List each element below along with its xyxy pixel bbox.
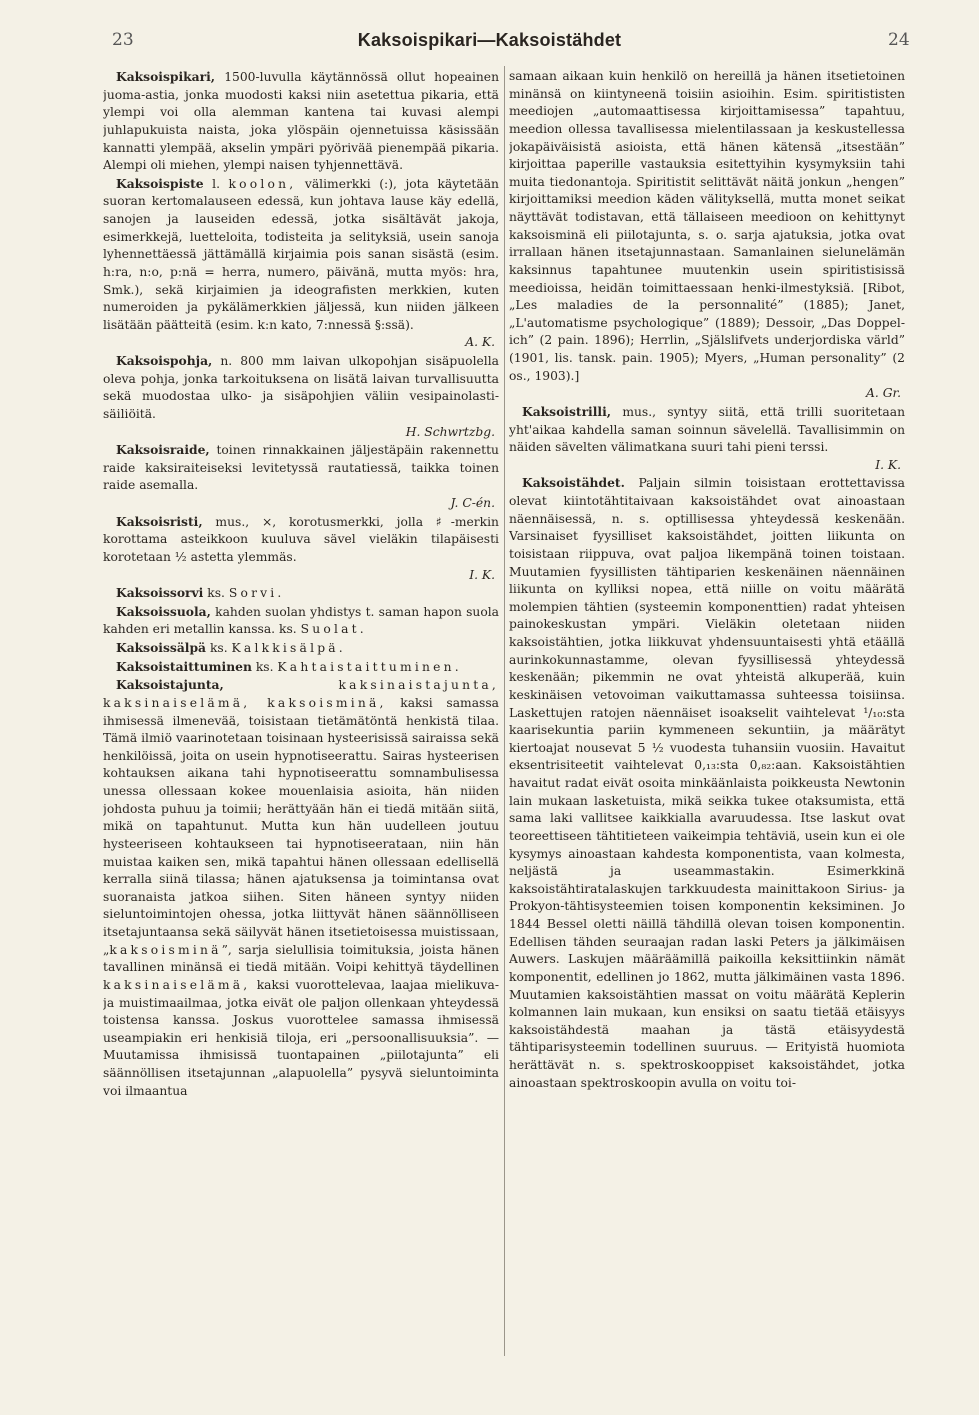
entry-text: kahden suolan yhdistys t. saman hapon suola kahden eri metallin kanssa. ks. [103, 604, 499, 637]
entry-text: kaksi vuorottelevaa, laajaa mielikuva- ja muistimaailmaa, jotka eivät ole paljon ollenkaan yhteydessä toistensa kanssa. Joskus vuorottelee samassa ihmisessä useampiakin eri henkisiä tiloja, eri „persoonallisuuksia”. — Muutamissa ihmisissä tuontapainen „piilotajunta” eli säännöllisen itsetajunnan „alapuolella” pysyvä sieluntoiminta voi ilmaantua [103, 977, 499, 1098]
entry-text: kaksi samassa ihmisessä ilmenevää, toisistaan tietämätöntä henkistä tilaa. Tämä ilmiö vaarinotetaan toisinaan hysteerisissä sairaissa sekä henkilöissä, joita on usein hypnotiseerattu. Sairas hysteerisen kohtauksen aikana tahi hypnotiseerattu somnambulisessa unessa ollessaan kokee mouenlaisia asioita, hän niiden johdosta puhuu ja toimii; herättyään hän ei tiedä mitään siitä, mikä on tapahtunut. Mutta kun hän uudelleen joutuu hysteeriseen kohtaukseen tai hypnotiseerataan, niin hän muistaa kaiken sen, mikä tapahtui hänen ollessaan edellisellä kerralla siinä tilassa; hänen ajatuksensa ja toimintansa ovat suoranaista jatkoa siihen. Siten häneen syntyy niiden sieluntoimintojen ohessa, jotka liittyvät hänen säännölliseen itsetajuntaansa sekä säilyvät hänen itsetietoisessa muistissaan, „ [103, 695, 499, 957]
page-number-left: 23 [112, 30, 134, 50]
left-column [103, 68, 499, 1358]
author-signature: A. K. [465, 335, 495, 350]
abbrev: ks. [255, 659, 274, 674]
author-signature: J. C-én. [450, 496, 495, 510]
author-signature: I. K. [469, 567, 495, 582]
cross-reference: Kahtaistaittuminen. [277, 659, 462, 674]
headword: Kaksoistaittuminen [116, 658, 252, 674]
entry-text: samaan aikaan kuin henkilö on hereillä ja hänen itsetietoinen minänsä on kiintyneenä toisiin asioihin. Esim. spiritististen meediojen „automaattisessa kirjoittamisessa” tapahtuu, meedion ollessa tavallisessa mielentilassaan ja keskustellessa jokapäiväisistä asioista, että hänen kätensä „itsestään” kirjoittaa paperille vastauksia esitettyihin kysymyksiin tahi muita tiedonantoja. Spiritistit selittävät näitä jonkun „hengen” kirjoittamiksi meedion käden välityksellä, mutta monet seikat näyttävät todistavan, että tällaiseen meedioon on kehittynyt kaksoisminä eli piilotajunta, s. o. sarja ajatuksia, jotka ovat irrallaan hänen itsetajunnastaan. Samanlainen sielunelämän kaksinnus tapahtunee muutenkin usein spiritistisissä meedioissa, heidän toimittaessaan henki-ilmestyksiä. [Ribot, „Les maladies de la personnalité” (1885); Janet, „L'automatisme psychologique” (1889); Dessoir, „Das Doppel-ich” (2 pain. 1896); Herrlin, „Själslifvets underjordiska värld” (1901, lis. tansk. pain. 1905); Myers, „Human personality” (2 os., 1903).] [509, 69, 905, 383]
headword: Kaksoissälpä [116, 640, 207, 655]
cross-reference: Kalkkisälpä. [231, 641, 346, 655]
entry-kaksoisristi [103, 513, 499, 567]
entry-text: mus., ×, korotusmerkki, jolla ♯-merkin korottama asteikkoon kuuluva sävel vieläkin tilapäisesti korotetaan ½ astetta ylemmäs. [103, 514, 499, 564]
headword: Kaksoissuola, [116, 603, 211, 619]
headword: Kaksoistrilli, [522, 403, 612, 419]
entry-text: ”, sarja sielullisia toimituksia, joista hänen tavallinen minänsä ei tiedä mitään. Voipi kehittyä täydellinen [103, 942, 499, 975]
entry-kaksoistajunta-continued [509, 68, 905, 385]
abbrev: ks. [207, 586, 225, 601]
entry-text: välimerkki (:), jota käytetään suoran kertomalauseen edessä, kun johtava lause käy edellä, sanojen ja lauseiden edessä, jotka sisältävät jakoja, esimerkkejä, luetteloita, todisteita ja selityksiä, usein sanoja lyhennettäessä jättämällä kirjaimia pois sanan sisästä (esim. h:ra, n:o, p:nä = herra, numero, päivänä, mutta myös: hra, Smk.), sekä kirjaimien ja ideografisten merkkien, kuten numeroiden ja pykälämerkkien jäljessä, kun niiden jälkeen lisätään päätteitä (esim. k:n kato, 7:nnessä §:ssä). [103, 176, 499, 332]
entry-kaksoistaittuminen [103, 658, 499, 677]
entry-kaksoispikari [103, 68, 499, 175]
cross-reference: Suolat. [300, 622, 367, 637]
entry-text: 1500-luvulla käytännössä ollut hopeainen juoma-astia, jonka muodosti kaksi niin asetettua pikaria, että ylempi voi olla alemman kantena tai kuvasi alempi juhlapukuista naista, joka ylöspäin ojennetuissa käsissään kannatti ylempää, akselin ympäri pyörivää pienempää pikaria. Alempi oli miehen, ylempi naisen tyhjennettävä. [103, 70, 499, 173]
entry-text: n. 800 mm laivan ulkopohjan sisäpuolella oleva pohja, jonka tarkoituksena on lisätä laivan turvallisuutta sekä muodostaa ulko- ja sisäpohjien väliin vesipainolasti-säiliöitä. [103, 354, 499, 421]
spaced-word: kaksinaistajunta, kaksinaiselämä, kaksoisminä, [103, 678, 499, 710]
headword: Kaksoispiste [116, 175, 204, 191]
abbrev: ks. [209, 641, 228, 655]
headword: Kaksoissorvi [116, 585, 204, 601]
entry-kaksoissalpa [103, 639, 499, 658]
running-title: Kaksoispikari—Kaksoistähdet [357, 30, 622, 50]
entry-kaksoissuola [103, 603, 499, 639]
cross-reference: Sorvi. [228, 586, 285, 601]
entry-kaksoisraide [103, 441, 499, 495]
author-signature: A. Gr. [866, 386, 901, 401]
headword: Kaksoistähdet. [522, 475, 625, 491]
entry-kaksoistajunta [103, 676, 499, 1100]
headword: Kaksoispohja, [116, 353, 213, 368]
entry-kaksoistahdet [509, 474, 905, 1092]
page-number-right: 24 [888, 30, 910, 50]
column-divider [504, 66, 505, 1356]
spaced-word: koolon, [228, 176, 297, 191]
entry-text: mus., syntyy siitä, että trilli suoritetaan yht'aikaa kahdella saman soinnun sävelellä. Tavallisimmin on näiden sävelten välimatkana suuri tahi pieni terssi. [509, 404, 905, 455]
headword: Kaksoistajunta, [116, 677, 224, 693]
spaced-word: kaksinaiselämä, [103, 977, 251, 992]
right-column [509, 68, 905, 1358]
abbrev: l. [212, 176, 220, 191]
entry-kaksoistrilli [509, 403, 905, 457]
headword: Kaksoispikari, [116, 69, 216, 84]
spaced-word: kaksoisminä [109, 942, 222, 957]
author-signature: H. Schwrtzbg. [405, 424, 495, 439]
author-signature: I. K. [875, 457, 901, 472]
entry-text: Paljain silmin toisistaan erottettavissa olevat kiintotähtitaivaan kaksoistähdet ovat ainoastaan näennäisessä, n. s. optillisessa yhteydessä keskenään. Varsinaiset fyysilliset kaksoistähdet, joitten liikunta on toisistaan riippuva, ovat paljoa likempänä toinen toistaan. Muutamien fyysillisten tähtiparien keskenäinen näennäinen liikunta on kylliksi nopea, että niille on voitu määrätä molempien tähtien (systeemin komponenttien) radat yhteisen painokeskustan ympäri. Vieläkin oletetaan niiden kaksoistähtien, jotka liikkuvat yhdensuuntaisesti yhtä etäällä aurinkokunnastamme, olevan fyysillisessä yhteydessä keskenään; pikemmin ne ovat yhteistä alkuperää, kuin keskinäisen vetovoiman vaikuttamassa suhteessa toisiinsa. Laskettujen ratojen näennäiset isoakselit vaihtelevat ¹/₁₀:sta kaarisekuntia pariin kymmeneen sekuntiin, ja määrätyt kiertoajat nousevat 5 ½ vuodesta tuhansiin vuosiin. Havaitut eksentrisiteetit vaihtelevat 0,₁₃:sta 0,₈₂:aan. Kaksoistähtien havaitut radat eivät osoita minkäänlaista poikkeusta Newtonin lain mukaan lasketuista, mikä seikka tukee otaksumista, että sama laki vallitsee kaikkialla avaruudessa. Itse laskut ovat teoreettiseen tähtitieteen vaikeimpia tehtäviä, usein kun ei ole kysymys ainoastaan kahdesta komponentista, vaan kolmesta, neljästä ja useammastakin. Esimerkkinä kaksoistähtiratalaskujen tarkkuudesta mainittakoon Sirius- ja Prokyon-tähtisysteemien toisen komponentin keksiminen. Jo 1844 Bessel oletti näillä tähdillä olevan toisen komponentin. Edellisen tähden seuraajan radan laski Peters ja jälkimäisen Auwers. Laskujen määräämillä paikoilla keksittiinkin nämät komponentit, edellinen jo 1862, mutta jälkimäinen vasta 1896. Muutamien kaksoistähtien massat on voitu määrätä Keplerin kolmannen lain mukaan, kun ensiksi on saatu tietää etäisyys kaksoistähdestä maahan ja tästä etäisyydestä tähtiparisysteemin todellinen suuruus. — Erityistä huomiota herättävät n. s. spektroskooppiset kaksoistähdet, jotka ainoastaan spektroskoopin avulla on voitu toi- [509, 476, 905, 1090]
entry-kaksoissorvi [103, 584, 499, 603]
entry-kaksoispohja [103, 352, 499, 424]
entry-text: toinen rinnakkainen jäljestäpäin rakennettu raide kaksiraiteiseksi levitetyssä rautatiessä, taikka toinen raide asemalla. [103, 443, 499, 493]
headword: Kaksoisraide, [116, 442, 210, 458]
entry-kaksoispiste [103, 175, 499, 335]
page-header [0, 30, 979, 54]
headword: Kaksoisristi, [116, 513, 203, 529]
